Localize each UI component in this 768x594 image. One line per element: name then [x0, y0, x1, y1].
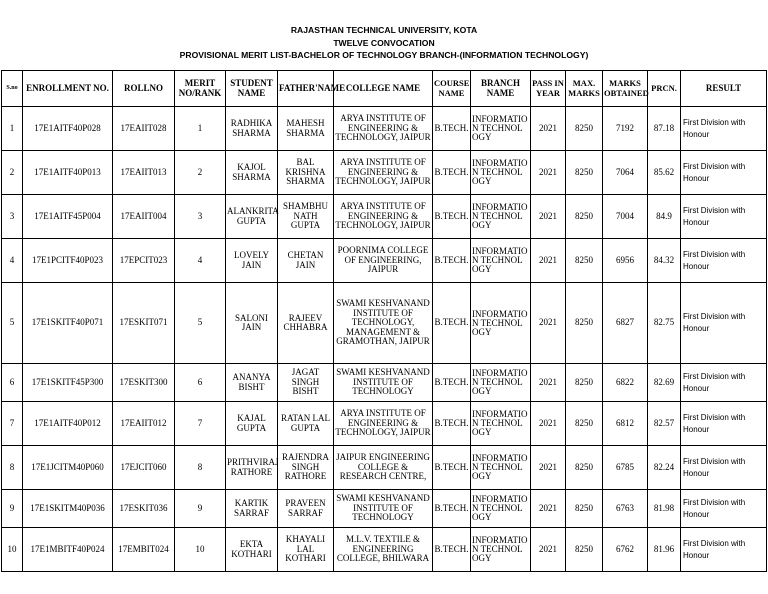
cell-prcn: 81.98: [648, 490, 681, 528]
cell-course: B.TECH.: [433, 239, 471, 283]
cell-student-name: ALANKRITA GUPTA: [226, 195, 278, 239]
cell-sno: 6: [2, 364, 23, 402]
cell-rollno: 17EMBIT024: [113, 528, 175, 572]
cell-student-name: SALONI JAIN: [226, 283, 278, 364]
cell-branch: INFORMATION TECHNOLOGY: [471, 151, 531, 195]
cell-father-name: CHETAN JAIN: [278, 239, 334, 283]
cell-pass-year: 2021: [531, 283, 566, 364]
cell-father-name: MAHESH SHARMA: [278, 107, 334, 151]
merit-list-table: [1, 70, 767, 572]
cell-enrollment: 17E1AITF40P013: [23, 151, 113, 195]
cell-course: B.TECH.: [433, 402, 471, 446]
cell-pass-year: 2021: [531, 107, 566, 151]
cell-prcn: 84.32: [648, 239, 681, 283]
cell-sno: 2: [2, 151, 23, 195]
table-row: [2, 239, 767, 283]
cell-college-name: ARYA INSTITUTE OF ENGINEERING & TECHNOLOGY, JAIPUR: [334, 195, 433, 239]
cell-enrollment: 17E1SKITM40P036: [23, 490, 113, 528]
cell-rollno: 17ESKIT036: [113, 490, 175, 528]
convocation-title: TWELVE CONVOCATION: [333, 38, 435, 48]
cell-merit-rank: 2: [175, 151, 226, 195]
cell-max-marks: 8250: [566, 490, 603, 528]
cell-result: First Division with Honour: [681, 490, 767, 528]
cell-course: B.TECH.: [433, 528, 471, 572]
cell-rollno: 17EAIIT004: [113, 195, 175, 239]
cell-sno: 5: [2, 283, 23, 364]
cell-merit-rank: 3: [175, 195, 226, 239]
table-row: [2, 490, 767, 528]
cell-prcn: 84.9: [648, 195, 681, 239]
cell-course: B.TECH.: [433, 283, 471, 364]
cell-student-name: RADHIKA SHARMA: [226, 107, 278, 151]
cell-result: First Division with Honour: [681, 107, 767, 151]
cell-enrollment: 17E1AITF40P028: [23, 107, 113, 151]
cell-sno: 9: [2, 490, 23, 528]
cell-student-name: LOVELY JAIN: [226, 239, 278, 283]
cell-branch: INFORMATION TECHNOLOGY: [471, 364, 531, 402]
cell-marks-obtained: 6762: [603, 528, 648, 572]
cell-marks-obtained: 7004: [603, 195, 648, 239]
cell-student-name: KAJAL GUPTA: [226, 402, 278, 446]
cell-course: B.TECH.: [433, 364, 471, 402]
column-header-result: RESULT: [681, 71, 767, 107]
cell-rollno: 17EJCIT060: [113, 446, 175, 490]
cell-merit-rank: 10: [175, 528, 226, 572]
column-header-father-name: FATHER'NAME: [278, 71, 334, 107]
cell-college-name: SWAMI KESHVANAND INSTITUTE OF TECHNOLOGY: [334, 364, 433, 402]
cell-sno: 1: [2, 107, 23, 151]
cell-branch: INFORMATION TECHNOLOGY: [471, 402, 531, 446]
cell-prcn: 85.62: [648, 151, 681, 195]
cell-enrollment: 17E1SKITF45P300: [23, 364, 113, 402]
table-row: [2, 402, 767, 446]
cell-branch: INFORMATION TECHNOLOGY: [471, 195, 531, 239]
cell-prcn: 82.24: [648, 446, 681, 490]
cell-result: First Division with Honour: [681, 151, 767, 195]
cell-college-name: SWAMI KESHVANAND INSTITUTE OF TECHNOLOGY: [334, 490, 433, 528]
cell-course: B.TECH.: [433, 446, 471, 490]
cell-pass-year: 2021: [531, 151, 566, 195]
cell-marks-obtained: 6956: [603, 239, 648, 283]
column-header-branch-name: BRANCH NAME: [471, 71, 531, 107]
cell-enrollment: 17E1PCITF40P023: [23, 239, 113, 283]
cell-rollno: 17EAIIT012: [113, 402, 175, 446]
cell-pass-year: 2021: [531, 446, 566, 490]
cell-rollno: 17EAIIT013: [113, 151, 175, 195]
cell-father-name: KHAYALI LAL KOTHARI: [278, 528, 334, 572]
cell-enrollment: 17E1AITF45P004: [23, 195, 113, 239]
column-header-max-marks: MAX. MARKS: [566, 71, 603, 107]
table-row: [2, 195, 767, 239]
table-row: [2, 283, 767, 364]
column-header-sno: S.no: [2, 71, 23, 107]
cell-prcn: 87.18: [648, 107, 681, 151]
cell-father-name: BAL KRISHNA SHARMA: [278, 151, 334, 195]
cell-student-name: KARTIK SARRAF: [226, 490, 278, 528]
cell-max-marks: 8250: [566, 239, 603, 283]
cell-max-marks: 8250: [566, 446, 603, 490]
table-row: [2, 528, 767, 572]
table-row: [2, 446, 767, 490]
cell-prcn: 82.75: [648, 283, 681, 364]
cell-pass-year: 2021: [531, 195, 566, 239]
column-header-college-name: COLLEGE NAME: [334, 71, 433, 107]
cell-sno: 10: [2, 528, 23, 572]
cell-enrollment: 17E1JCITM40P060: [23, 446, 113, 490]
column-header-course-name: COURSE NAME: [433, 71, 471, 107]
cell-max-marks: 8250: [566, 283, 603, 364]
cell-father-name: JAGAT SINGH BISHT: [278, 364, 334, 402]
cell-result: First Division with Honour: [681, 195, 767, 239]
cell-max-marks: 8250: [566, 151, 603, 195]
cell-prcn: 81.96: [648, 528, 681, 572]
cell-sno: 3: [2, 195, 23, 239]
cell-merit-rank: 6: [175, 364, 226, 402]
cell-marks-obtained: 6785: [603, 446, 648, 490]
cell-branch: INFORMATION TECHNOLOGY: [471, 446, 531, 490]
cell-college-name: POORNIMA COLLEGE OF ENGINEERING, JAIPUR: [334, 239, 433, 283]
cell-father-name: SHAMBHU NATH GUPTA: [278, 195, 334, 239]
cell-merit-rank: 4: [175, 239, 226, 283]
column-header-pass-year: PASS IN YEAR: [531, 71, 566, 107]
cell-course: B.TECH.: [433, 490, 471, 528]
table-header-row: [2, 71, 767, 107]
cell-marks-obtained: 6812: [603, 402, 648, 446]
merit-list-title: PROVISIONAL MERIT LIST-BACHELOR OF TECHNOLOGY BRANCH-(INFORMATION TECHNOLOGY): [179, 50, 589, 60]
cell-merit-rank: 7: [175, 402, 226, 446]
cell-branch: INFORMATION TECHNOLOGY: [471, 283, 531, 364]
cell-merit-rank: 9: [175, 490, 226, 528]
cell-marks-obtained: 6827: [603, 283, 648, 364]
cell-sno: 7: [2, 402, 23, 446]
column-header-merit-rank: MERIT NO/RANK: [175, 71, 226, 107]
cell-prcn: 82.69: [648, 364, 681, 402]
cell-enrollment: 17E1SKITF40P071: [23, 283, 113, 364]
cell-pass-year: 2021: [531, 239, 566, 283]
cell-sno: 4: [2, 239, 23, 283]
cell-max-marks: 8250: [566, 528, 603, 572]
cell-result: First Division with Honour: [681, 446, 767, 490]
table-row: [2, 151, 767, 195]
cell-college-name: JAIPUR ENGINEERING COLLEGE & RESEARCH CENTRE,: [334, 446, 433, 490]
cell-student-name: KAJOL SHARMA: [226, 151, 278, 195]
cell-marks-obtained: 7192: [603, 107, 648, 151]
column-header-enrollment: ENROLLMENT NO.: [23, 71, 113, 107]
column-header-student-name: STUDENT NAME: [226, 71, 278, 107]
cell-max-marks: 8250: [566, 107, 603, 151]
cell-college-name: ARYA INSTITUTE OF ENGINEERING & TECHNOLOGY, JAIPUR: [334, 151, 433, 195]
cell-merit-rank: 1: [175, 107, 226, 151]
cell-course: B.TECH.: [433, 151, 471, 195]
table-body: [2, 107, 767, 572]
cell-student-name: EKTA KOTHARI: [226, 528, 278, 572]
cell-college-name: ARYA INSTITUTE OF ENGINEERING & TECHNOLOGY, JAIPUR: [334, 402, 433, 446]
cell-pass-year: 2021: [531, 528, 566, 572]
cell-student-name: ANANYA BISHT: [226, 364, 278, 402]
cell-enrollment: 17E1AITF40P012: [23, 402, 113, 446]
cell-max-marks: 8250: [566, 195, 603, 239]
cell-branch: INFORMATION TECHNOLOGY: [471, 239, 531, 283]
cell-sno: 8: [2, 446, 23, 490]
cell-rollno: 17ESKIT071: [113, 283, 175, 364]
cell-student-name: PRITHVIRAJ RATHORE: [226, 446, 278, 490]
cell-result: First Division with Honour: [681, 402, 767, 446]
cell-rollno: 17EPCIT023: [113, 239, 175, 283]
cell-merit-rank: 5: [175, 283, 226, 364]
cell-father-name: RAJEEV CHHABRA: [278, 283, 334, 364]
cell-pass-year: 2021: [531, 490, 566, 528]
cell-pass-year: 2021: [531, 402, 566, 446]
cell-prcn: 82.57: [648, 402, 681, 446]
cell-max-marks: 8250: [566, 402, 603, 446]
cell-marks-obtained: 7064: [603, 151, 648, 195]
cell-branch: INFORMATION TECHNOLOGY: [471, 528, 531, 572]
cell-rollno: 17ESKIT300: [113, 364, 175, 402]
cell-merit-rank: 8: [175, 446, 226, 490]
cell-college-name: M.L.V. TEXTILE & ENGINEERING COLLEGE, BHILWARA: [334, 528, 433, 572]
cell-course: B.TECH.: [433, 195, 471, 239]
university-title: RAJASTHAN TECHNICAL UNIVERSITY, KOTA: [290, 25, 478, 35]
cell-result: First Division with Honour: [681, 364, 767, 402]
cell-college-name: SWAMI KESHVANAND INSTITUTE OF TECHNOLOGY, MANAGEMENT & GRAMOTHAN, JAIPUR: [334, 283, 433, 364]
cell-result: First Division with Honour: [681, 239, 767, 283]
cell-branch: INFORMATION TECHNOLOGY: [471, 490, 531, 528]
cell-marks-obtained: 6822: [603, 364, 648, 402]
column-header-prcn: PRCN.: [648, 71, 681, 107]
column-header-rollno: ROLLNO: [113, 71, 175, 107]
cell-father-name: RATAN LAL GUPTA: [278, 402, 334, 446]
table-row: [2, 364, 767, 402]
cell-pass-year: 2021: [531, 364, 566, 402]
cell-rollno: 17EAIIT028: [113, 107, 175, 151]
cell-father-name: PRAVEEN SARRAF: [278, 490, 334, 528]
cell-result: First Division with Honour: [681, 528, 767, 572]
cell-enrollment: 17E1MBITF40P024: [23, 528, 113, 572]
cell-marks-obtained: 6763: [603, 490, 648, 528]
cell-branch: INFORMATION TECHNOLOGY: [471, 107, 531, 151]
cell-result: First Division with Honour: [681, 283, 767, 364]
cell-course: B.TECH.: [433, 107, 471, 151]
cell-max-marks: 8250: [566, 364, 603, 402]
table-row: [2, 107, 767, 151]
cell-college-name: ARYA INSTITUTE OF ENGINEERING & TECHNOLOGY, JAIPUR: [334, 107, 433, 151]
cell-father-name: RAJENDRA SINGH RATHORE: [278, 446, 334, 490]
column-header-marks-obtained: MARKS OBTAINED: [603, 71, 648, 107]
